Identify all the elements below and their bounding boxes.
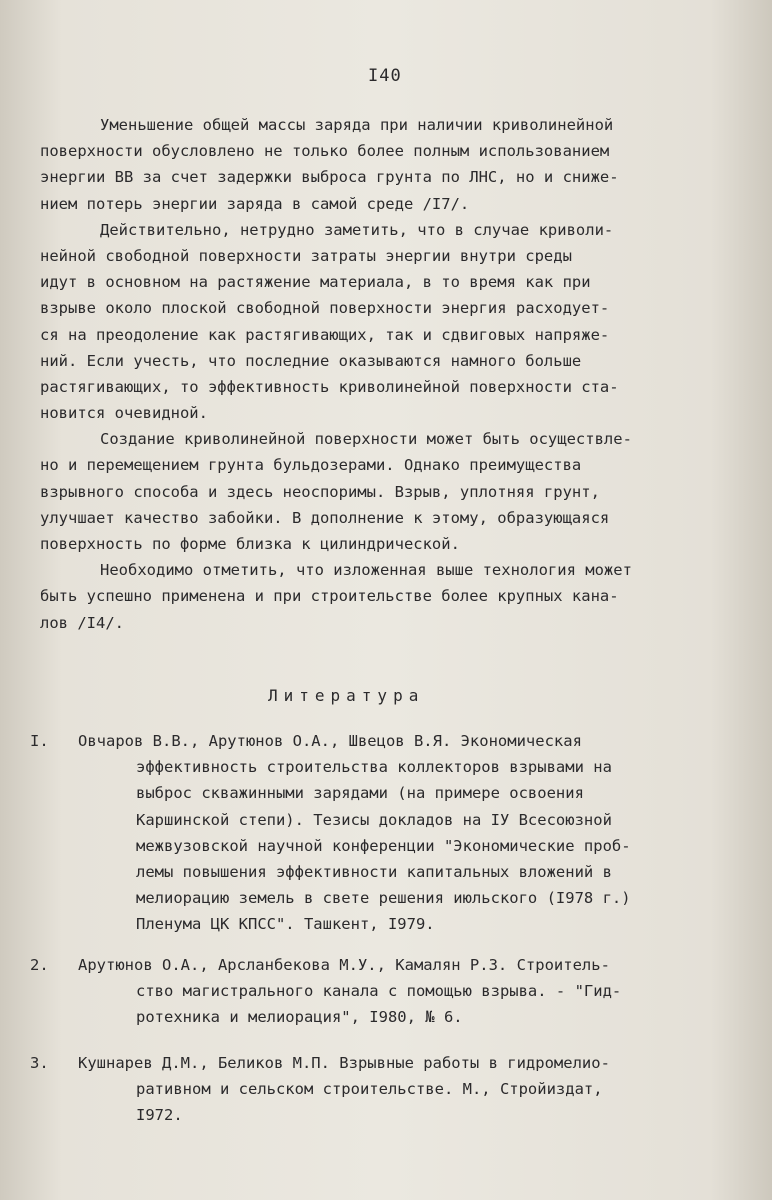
reference-item — [0, 1050, 772, 1129]
text-line: I972. — [136, 1106, 183, 1125]
reference-item — [0, 952, 772, 1031]
text-line: Действительно, нетрудно заметить, что в случае криволи- — [100, 220, 614, 239]
text-line: мелиорацию земель в свете решения июльского (I978 г.) — [136, 889, 631, 908]
reference-text — [78, 1050, 772, 1129]
text-line: Необходимо отметить, что изложенная выше технология может — [100, 561, 632, 580]
text-line: ся на преодоление как растягивающих, так и сдвиговых напряже- — [40, 325, 610, 344]
text-line: новится очевидной. — [40, 404, 208, 423]
text-line: лов /I4/. — [40, 613, 124, 632]
references-heading: Литература — [268, 686, 425, 705]
reference-number: 2. — [30, 955, 49, 974]
text-line: быть успешно применена и при строительстве более крупных кана- — [40, 587, 619, 606]
paragraph-4 — [40, 557, 720, 636]
text-line: Каршинской степи). Тезисы докладов на IУ Всесоюзной — [136, 810, 612, 829]
reference-text — [78, 728, 772, 938]
paragraph-2 — [40, 217, 720, 427]
text-line: Арутюнов О.А., Арсланбекова М.У., Камалян Р.З. Строитель- — [78, 955, 610, 974]
text-line: растягивающих, то эффективность криволинейной поверхности ста- — [40, 377, 619, 396]
text-line: лемы повышения эффективности капитальных вложений в — [136, 862, 612, 881]
text-line: но и перемещением грунта бульдозерами. Однако преимущества — [40, 456, 582, 475]
text-line: ративном и сельском строительстве. М., Стройиздат, — [136, 1080, 603, 1099]
text-line: ство магистрального канала с помощью взрыва. - "Гид- — [136, 981, 622, 1000]
paragraph-1 — [40, 112, 720, 217]
text-line: Создание криволинейной поверхности может быть осуществле- — [100, 430, 632, 449]
paragraph-3 — [40, 426, 720, 557]
text-line: Пленума ЦК КПСС". Ташкент, I979. — [136, 915, 435, 934]
text-line: взрывного способа и здесь неоспоримы. Взрыв, уплотняя грунт, — [40, 482, 600, 501]
reference-number: I. — [30, 732, 49, 750]
text-line: нейной свободной поверхности затраты энергии внутри среды — [40, 246, 572, 265]
page-number: I40 — [368, 66, 402, 86]
text-line: поверхность по форме близка к цилиндрической. — [40, 535, 460, 553]
text-line: улучшает качество забойки. В дополнение к этому, образующаяся — [40, 508, 610, 527]
text-line: Овчаров В.В., Арутюнов О.А., Швецов В.Я. Экономическая — [78, 732, 582, 750]
text-line: идут в основном на растяжение материала, в то время как при — [40, 273, 591, 292]
text-line: ротехника и мелиорация", I980, № 6. — [136, 1007, 463, 1026]
text-line: поверхности обусловлено не только более полным использованием — [40, 142, 610, 161]
references-list — [0, 728, 772, 1125]
text-line: энергии ВВ за счет задержки выброса грунта по ЛНС, но и сниже- — [40, 168, 619, 187]
reference-item — [0, 728, 772, 938]
text-line: эффективность строительства коллекторов взрывами на — [136, 758, 612, 777]
text-line: выброс скважинными зарядами (на примере освоения — [136, 784, 584, 803]
text-line: Кушнарев Д.М., Беликов М.П. Взрывные работы в гидромелио- — [78, 1054, 610, 1073]
text-line: нием потерь энергии заряда в самой среде /I7/. — [40, 194, 470, 213]
text-line: взрыве около плоской свободной поверхности энергия расходует- — [40, 299, 610, 318]
text-line: межвузовской научной конференции "Экономические проб- — [136, 836, 631, 855]
text-line: Уменьшение общей массы заряда при наличии криволинейной — [100, 116, 614, 134]
reference-text — [78, 952, 772, 1031]
body-text — [40, 112, 720, 636]
reference-number: 3. — [30, 1054, 49, 1073]
text-line: ний. Если учесть, что последние оказываются намного больше — [40, 351, 582, 370]
